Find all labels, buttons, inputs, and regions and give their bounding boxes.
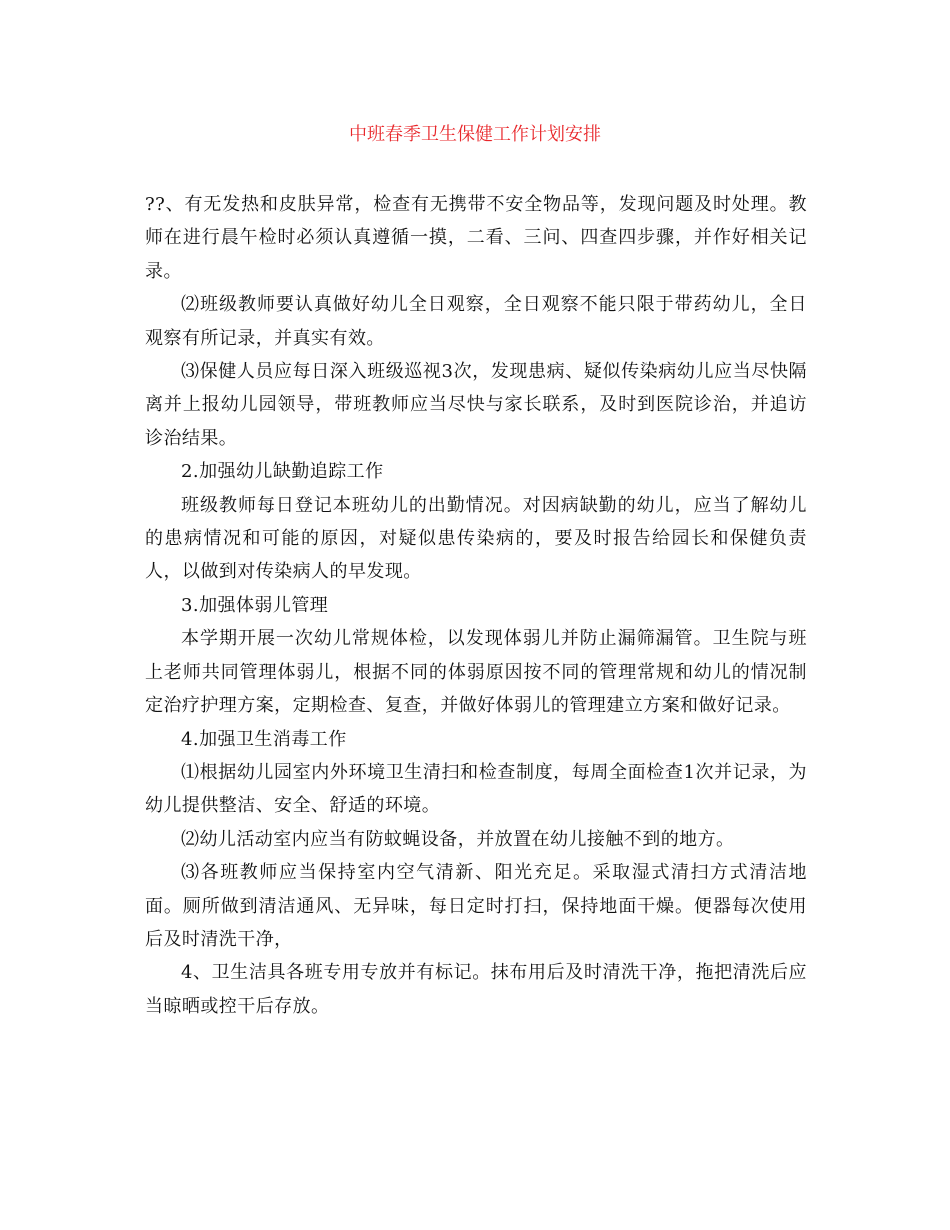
paragraph: ⑶各班教师应当保持室内空气清新、阳光充足。采取湿式清扫方式清洁地面。厕所做到清洁通风、无异味，每日定时打扫，保持地面干燥。便器每次使用后及时清洗干净，: [145, 862, 807, 950]
section-heading: 4.加强卫生消毒工作: [181, 728, 347, 750]
section-heading: 3.加强体弱儿管理: [181, 594, 329, 616]
paragraph: ⑵幼儿活动室内应当有防蚊蝇设备，并放置在幼儿接触不到的地方。: [181, 828, 735, 850]
paragraph: ⑴根据幼儿园室内外环境卫生清扫和检查制度，每周全面检查1次并记录，为幼儿提供整洁、安全、舒适的环境。: [145, 761, 807, 817]
paragraph: ⑶保健人员应每日深入班级巡视3次，发现患病、疑似传染病幼儿应当尽快隔离并上报幼儿园领导，带班教师应当尽快与家长联系，及时到医院诊治，并追访诊治结果。: [145, 361, 807, 449]
paragraph: 4、卫生洁具各班专用专放并有标记。抹布用后及时清洗干净，拖把清洗后应当晾晒或控干后存放。: [145, 962, 807, 1017]
paragraph: ⑵班级教师要认真做好幼儿全日观察，全日观察不能只限于带药幼儿，全日观察有所记录，并真实有效。: [145, 294, 807, 349]
document-body: [145, 188, 807, 1023]
paragraph: ??、有无发热和皮肤异常，检查有无携带不安全物品等，发现问题及时处理。教师在进行晨午检时必须认真遵循一摸，二看、三问、四查四步骤，并作好相关记录。: [145, 194, 807, 282]
paragraph: 班级教师每日登记本班幼儿的出勤情况。对因病缺勤的幼儿，应当了解幼儿的患病情况和可能的原因，对疑似患传染病的，要及时报告给园长和保健负责人，以做到对传染病人的早发现。: [145, 494, 807, 583]
section-heading: 2.加强幼儿缺勤追踪工作: [181, 461, 384, 483]
document-title: 中班春季卫生保健工作计划安排: [349, 124, 601, 145]
paragraph: 本学期开展一次幼儿常规体检，以发现体弱儿并防止漏筛漏管。卫生院与班上老师共同管理体弱儿，根据不同的体弱原因按不同的管理常规和幼儿的情况制定治疗护理方案，定期检查、复查，并做好体弱儿的管理建立方案和做好记录。: [145, 628, 807, 717]
